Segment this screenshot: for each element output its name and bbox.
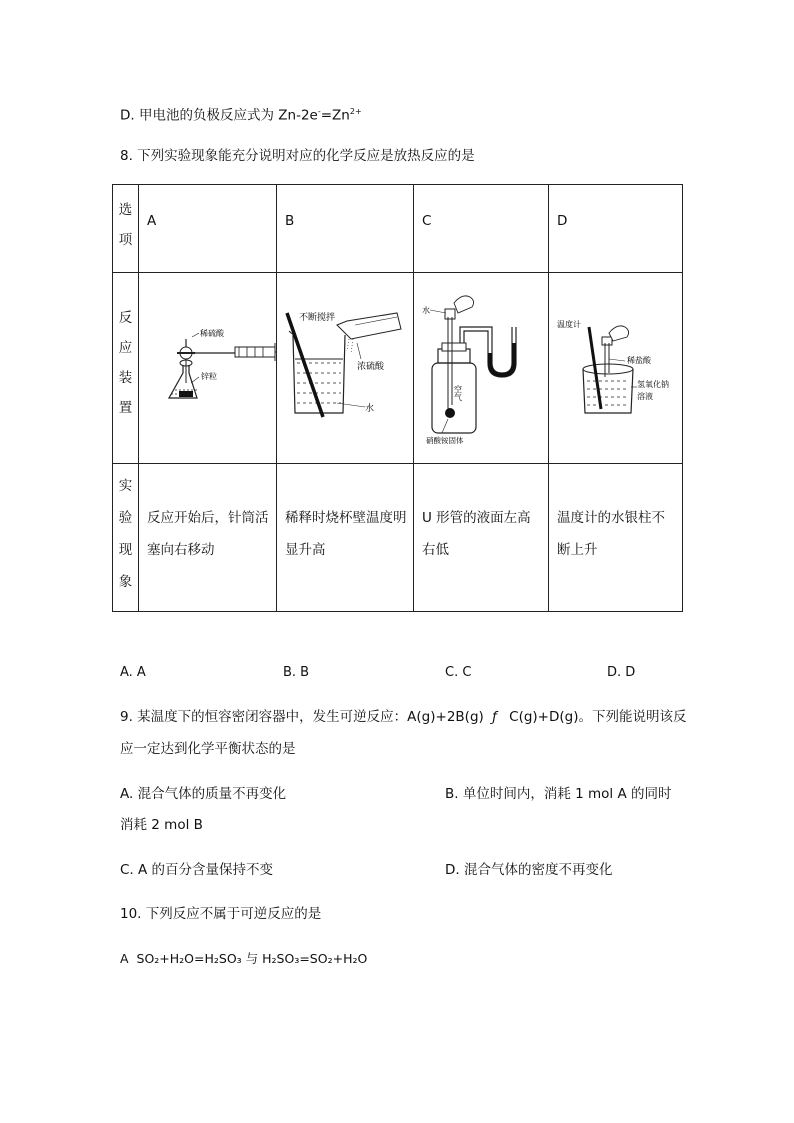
q8-answer-b: B. B: [283, 665, 310, 680]
q8-answer-a: A. A: [120, 665, 146, 680]
q10-option-a-text: SO₂+H₂O=H₂SO₃ 与 H₂SO₃=SO₂+H₂O: [136, 951, 368, 966]
option-c-cell: C: [414, 185, 549, 273]
apparatus-b-cell: [277, 273, 414, 464]
q9-stem-line2: 应一定达到化学平衡状态的是: [120, 741, 296, 757]
q7-option-d-mid: =Zn: [320, 107, 350, 124]
label-d-hcl: 稀盐酸: [627, 356, 651, 365]
q9-stem-part1: 9. 某温度下的恒容密闭容器中，发生可逆反应：A(g)+2B(g): [120, 709, 484, 725]
option-d-cell: D: [549, 185, 683, 273]
q7-option-d-sup2: 2+: [349, 107, 362, 116]
row-header-phenomena-text: 实验现象: [118, 478, 133, 590]
q8-answer-d: D. D: [607, 665, 636, 680]
table-row-options: [113, 185, 683, 273]
q10-stem: 10. 下列反应不属于可逆反应的是: [120, 906, 322, 922]
label-c-solid: 硝酸铵固体: [426, 436, 464, 445]
q9-option-b-line2: 消耗 2 mol B: [120, 817, 203, 833]
q9-option-a: A. 混合气体的质量不再变化: [120, 786, 287, 802]
apparatus-d-cell: [549, 273, 683, 464]
apparatus-a-cell: [139, 273, 277, 464]
phenomenon-b: 稀释时烧杯壁温度明显升高: [277, 464, 414, 612]
table-row-apparatus: [113, 273, 683, 464]
q9-option-d: D. 混合气体的密度不再变化: [445, 862, 613, 878]
label-c-air: 空气: [453, 385, 463, 401]
equilibrium-arrow-icon: ƒ: [492, 709, 497, 725]
table-row-phenomena: [113, 464, 683, 612]
row-header-apparatus: [113, 273, 139, 464]
option-b-cell: B: [277, 185, 414, 273]
label-b-stir: 不断搅拌: [299, 313, 336, 323]
row-header-options: [113, 185, 139, 273]
q7-option-d: [120, 102, 362, 126]
apparatus-a-figure: [139, 273, 277, 463]
label-a-acid: 稀硫酸: [200, 329, 224, 338]
q7-option-d-text: D. 甲电池的负极反应式为 Zn-2e: [120, 107, 318, 124]
q10-option-a: [120, 949, 367, 969]
label-d-naoh-2: 溶液: [637, 392, 653, 401]
apparatus-c-cell: [414, 273, 549, 464]
q8-answer-c: C. C: [445, 665, 472, 680]
q7-option-d-sup1: -: [317, 107, 321, 116]
label-a-zinc: 锌粒: [201, 372, 217, 381]
experiment-table: [112, 184, 683, 612]
label-c-water: 水: [422, 306, 430, 315]
phenomenon-a: 反应开始后，针筒活塞向右移动: [139, 464, 277, 612]
q9-option-c: C. A 的百分含量保持不变: [120, 862, 274, 878]
label-d-thermo: 温度计: [557, 320, 581, 329]
label-b-water: 水: [365, 404, 375, 414]
q8-stem: 8. 下列实验现象能充分说明对应的化学反应是放热反应的是: [120, 148, 475, 164]
phenomenon-d: 温度计的水银柱不断上升: [549, 464, 683, 612]
row-header-options-text: 选项: [118, 202, 133, 248]
apparatus-d-figure: [549, 273, 683, 463]
q9-stem-part2: C(g)+D(g)。下列能说明该反: [509, 709, 687, 725]
q9-stem-line1: [120, 707, 686, 727]
row-header-phenomena: [113, 464, 139, 612]
apparatus-c-figure: [414, 273, 549, 463]
q9-option-b-line1: B. 单位时间内，消耗 1 mol A 的同时: [445, 786, 672, 802]
label-d-naoh-1: 氢氧化钠: [637, 380, 669, 389]
option-a-cell: A: [139, 185, 277, 273]
apparatus-b-figure: [277, 273, 414, 463]
row-header-apparatus-text: 反应装置: [118, 310, 133, 416]
q10-option-a-label: A: [120, 951, 129, 966]
phenomenon-c: U 形管的液面左高右低: [414, 464, 549, 612]
label-b-acid: 浓硫酸: [357, 362, 385, 372]
